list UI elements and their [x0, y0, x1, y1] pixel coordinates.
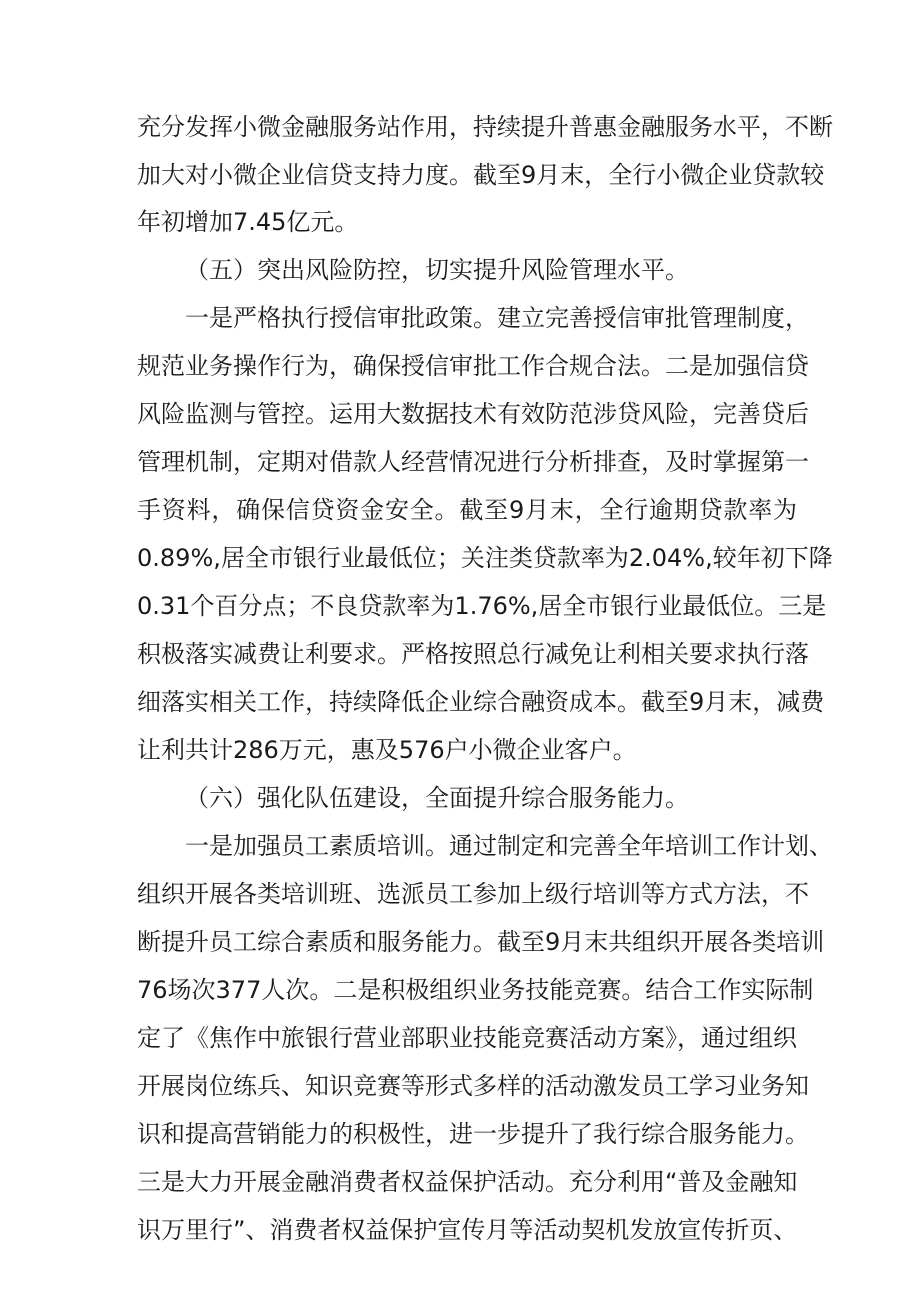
text-line: 76场次377人次。二是积极组织业务技能竞赛。结合工作实际制: [137, 976, 814, 1004]
text-line: 风险监测与管控。运用大数据技术有效防范涉贷风险，完善贷后: [137, 400, 809, 428]
text-line: 开展岗位练兵、知识竞赛等形式多样的活动激发员工学习业务知: [137, 1072, 809, 1100]
text-line: 细落实相关工作，持续降低企业综合融资成本。截至9月末，减费: [137, 688, 825, 716]
text-line: 积极落实减费让利要求。严格按照总行减免让利相关要求执行落: [137, 640, 809, 668]
text-line: 一是严格执行授信审批政策。建立完善授信审批管理制度，: [185, 304, 809, 332]
text-line: 识和提高营销能力的积极性，进一步提升了我行综合服务能力。: [137, 1120, 809, 1148]
text-line: 充分发挥小微金融服务站作用，持续提升普惠金融服务水平，不断: [137, 113, 833, 141]
text-line: 三是大力开展金融消费者权益保护活动。充分利用“普及金融知: [137, 1168, 798, 1196]
text-line: 规范业务操作行为，确保授信审批工作合规合法。二是加强信贷: [137, 352, 809, 380]
text-line: 组织开展各类培训班、选派员工参加上级行培训等方式方法，不: [137, 880, 809, 908]
text-line: 管理机制，定期对借款人经营情况进行分析排查，及时掌握第一: [137, 448, 809, 476]
text-line: 手资料，确保信贷资金安全。截至9月末，全行逾期贷款率为: [137, 496, 797, 524]
text-line: 0.31个百分点；不良贷款率为1.76%,居全市银行业最低位。三是: [137, 592, 827, 620]
text-line: 一是加强员工素质培训。通过制定和完善全年培训工作计划、: [185, 832, 833, 860]
text-line: 让利共计286万元，惠及576户小微企业客户。: [137, 736, 637, 764]
text-line: 定了《焦作中旅银行营业部职业技能竞赛活动方案》，通过组织: [137, 1024, 797, 1052]
text-line: 0.89%,居全市银行业最低位；关注类贷款率为2.04%,较年初下降: [137, 544, 833, 572]
section-heading: （五）突出风险防控，切实提升风险管理水平。: [185, 256, 689, 284]
text-line: 年初增加7.45亿元。: [137, 208, 359, 236]
text-line: 加大对小微企业信贷支持力度。截至9月末，全行小微企业贷款较: [137, 161, 825, 189]
text-line: 识万里行”、消费者权益保护宣传月等活动契机发放宣传折页、: [137, 1216, 798, 1244]
section-heading: （六）强化队伍建设，全面提升综合服务能力。: [185, 784, 689, 812]
text-line: 断提升员工综合素质和服务能力。截至9月末共组织开展各类培训: [137, 928, 825, 956]
